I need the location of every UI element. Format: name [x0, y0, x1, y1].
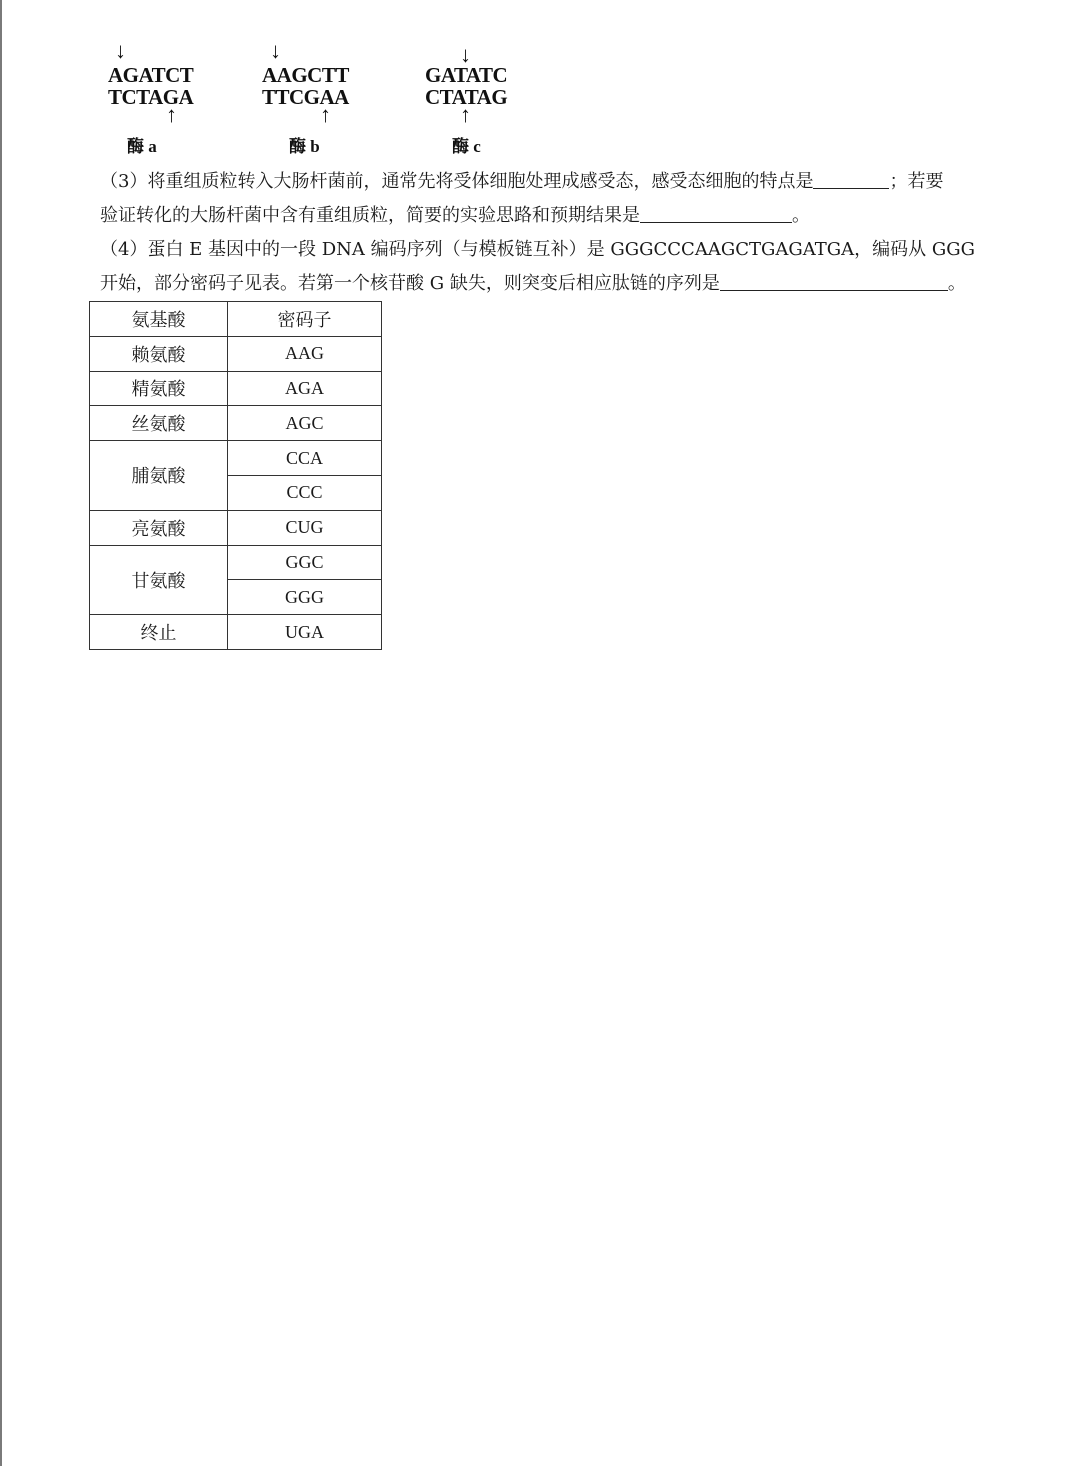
enzyme-b-label: 酶 b: [289, 137, 320, 156]
codon-cell: GGC: [228, 545, 382, 580]
codon-cell: CUG: [228, 510, 382, 545]
question-3-line-1: [100, 165, 985, 199]
question-3-text-part3: 验证转化的大肠杆菌中含有重组质粒，简要的实验思路和预期结果是: [100, 205, 640, 226]
enzyme-a-bottom-strand: TCTAGA: [108, 85, 194, 109]
cut-site-down-arrow-icon: ↓: [115, 38, 126, 63]
header-amino-acid: 氨基酸: [90, 302, 228, 337]
question-4-text-part1: 开始，部分密码子见表。若第一个核苷酸 G 缺失，则突变后相应肽链的序列是: [100, 273, 720, 294]
cut-site-up-arrow-icon: ↑: [320, 102, 331, 127]
question-3-text-part1: （3）将重组质粒转入大肠杆菌前，通常先将受体细胞处理成感受态，感受态细胞的特点是: [100, 171, 814, 192]
question-4-line-2: [100, 267, 985, 301]
codon-cell: UGA: [228, 615, 382, 650]
amino-acid-cell: 丝氨酸: [90, 406, 228, 441]
table-row: [90, 615, 382, 650]
codon-cell: AGA: [228, 371, 382, 406]
enzyme-b-top-strand: AAGCTT: [262, 63, 349, 87]
answer-blank[interactable]: [813, 168, 889, 189]
codon-cell: GGG: [228, 580, 382, 615]
enzyme-c-label: 酶 c: [452, 137, 481, 156]
amino-acid-cell: 终止: [90, 615, 228, 650]
enzyme-a-top-strand: AGATCT: [108, 63, 194, 87]
codon-cell: AGC: [228, 406, 382, 441]
table-header-row: [90, 302, 382, 337]
codon-table: [89, 301, 382, 650]
question-3-text-end: 。: [792, 205, 810, 226]
answer-blank[interactable]: [640, 202, 792, 223]
cut-site-down-arrow-icon: ↓: [270, 38, 281, 63]
answer-blank[interactable]: [720, 270, 948, 291]
table-row: [90, 510, 382, 545]
table-row: [90, 406, 382, 441]
question-3-line-2: [100, 199, 985, 233]
table-row: [90, 336, 382, 371]
page-left-border: [0, 0, 2, 1466]
codon-cell: CCC: [228, 475, 382, 510]
cut-site-up-arrow-icon: ↑: [460, 102, 471, 127]
codon-cell: AAG: [228, 336, 382, 371]
enzyme-b-bottom-strand: TTCGAA: [262, 85, 349, 109]
question-3-text-part2: ；若要: [889, 171, 944, 192]
question-4-line-1: （4）蛋白 E 基因中的一段 DNA 编码序列（与模板链互补）是 GGGCCCAAGCTGAGATGA，编码从 GGG: [100, 239, 976, 260]
cut-site-up-arrow-icon: ↑: [166, 102, 177, 127]
amino-acid-cell: 甘氨酸: [90, 545, 228, 615]
enzyme-c-top-strand: GATATC: [425, 63, 508, 87]
enzyme-c-bottom-strand: CTATAG: [425, 85, 508, 109]
table-row: [90, 545, 382, 580]
codon-cell: CCA: [228, 441, 382, 476]
amino-acid-cell: 亮氨酸: [90, 510, 228, 545]
amino-acid-cell: 精氨酸: [90, 371, 228, 406]
amino-acid-cell: 赖氨酸: [90, 336, 228, 371]
enzyme-a-label: 酶 a: [127, 137, 157, 156]
header-codon: 密码子: [228, 302, 382, 337]
table-row: [90, 371, 382, 406]
table-row: [90, 441, 382, 476]
question-4-text-end: 。: [947, 273, 966, 294]
cut-site-down-arrow-icon: ↓: [460, 42, 471, 67]
amino-acid-cell: 脯氨酸: [90, 441, 228, 511]
